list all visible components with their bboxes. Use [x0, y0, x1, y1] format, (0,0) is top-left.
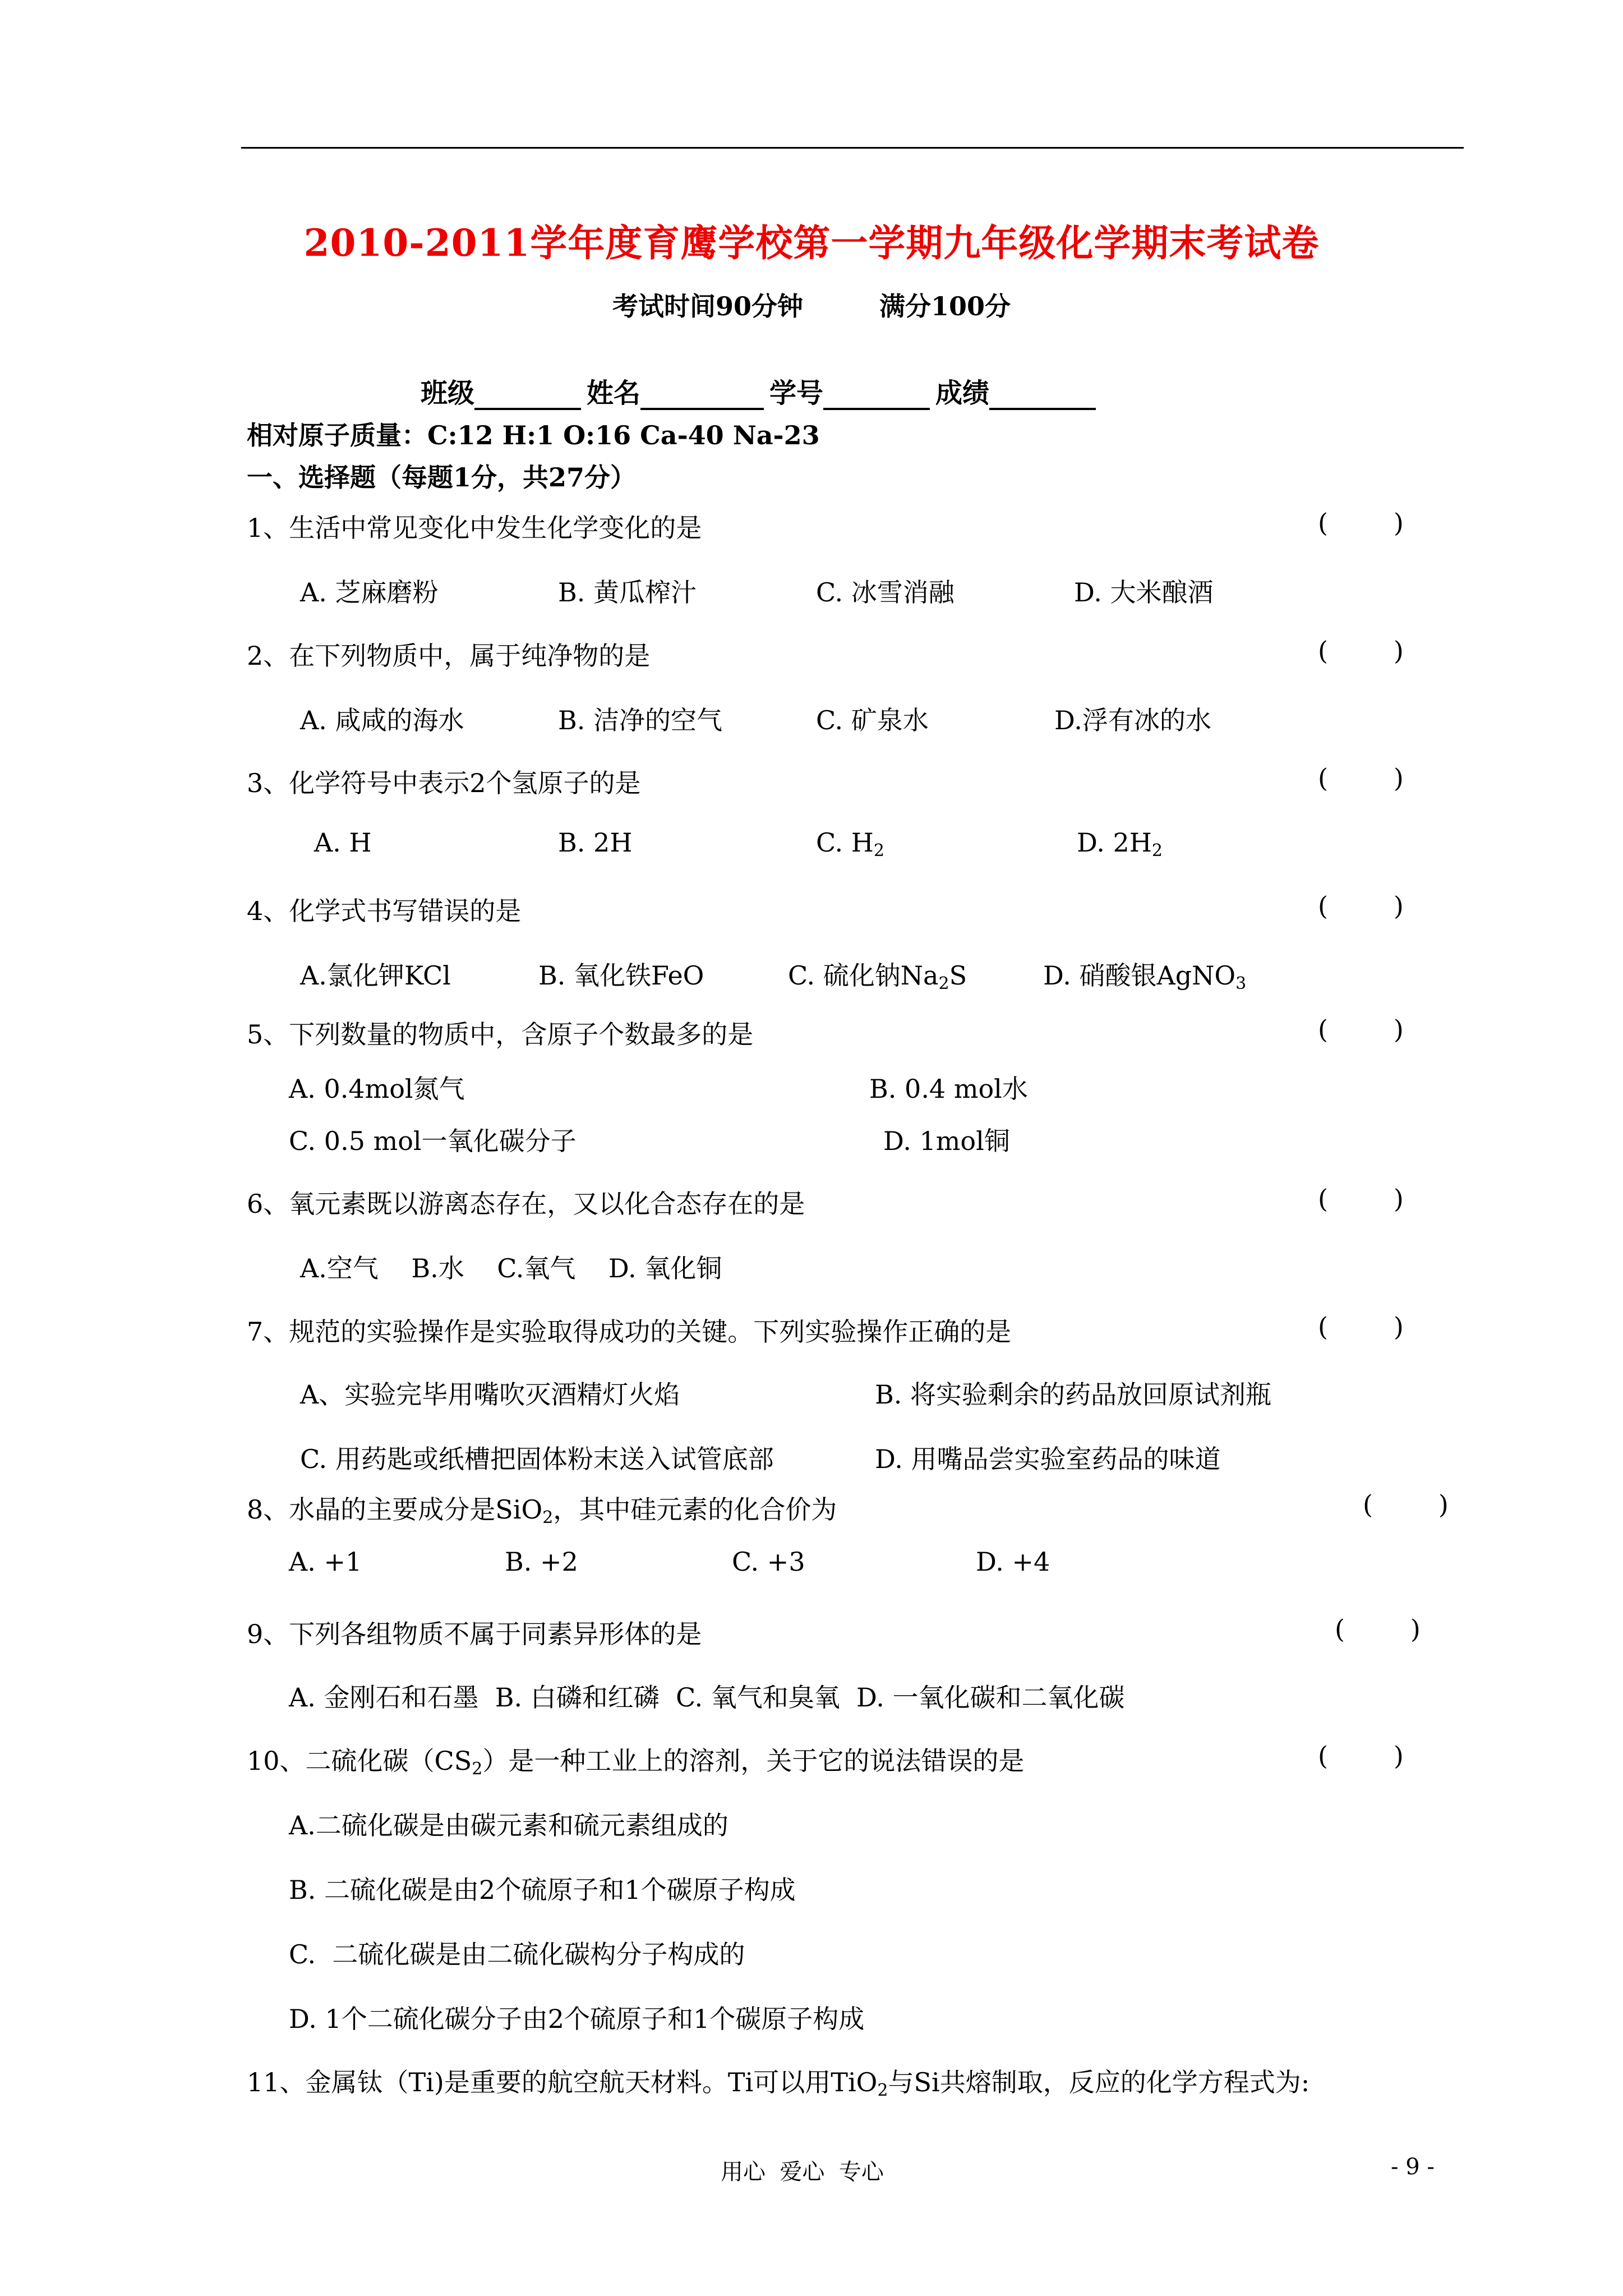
student-info-line: [421, 371, 1101, 410]
class-blank[interactable]: [474, 380, 581, 410]
q7-option-c: C. 用药匙或纸槽把固体粉末送入试管底部: [300, 1444, 774, 1474]
question-11-stem: 11、金属钛（Ti)是重要的航空航天材料。Ti可以用TiO$_2$与Si共熔制取，反应的化学方程式为:: [247, 2067, 1310, 2100]
q10-option-a: A.二硫化碳是由碳元素和硫元素组成的: [289, 1810, 728, 1841]
q3-option-b: B. 2H: [558, 827, 633, 858]
question-9-stem: 9、下列各组物质不属于同素异形体的是: [247, 1619, 702, 1649]
q3-option-a: A. H: [314, 827, 372, 858]
q9-options: A. 金刚石和石墨 B. 白磷和红磷 C. 氧气和臭氧 D. 一氧化碳和二氧化碳: [289, 1682, 1125, 1713]
page-number: - 9 -: [1391, 2154, 1435, 2180]
q3-option-c: C. $H_2$: [816, 827, 885, 861]
exam-subtitle: [0, 286, 1623, 323]
q5-option-d: D. 1mol铜: [883, 1126, 1010, 1156]
q8-option-b: B. +2: [505, 1547, 578, 1577]
section-1-heading: 一、选择题（每题1分，共27分）: [247, 462, 637, 493]
name-label: 姓名: [587, 378, 641, 409]
exam-score: 满分100分: [879, 291, 1011, 321]
exam-time: 考试时间90分钟: [612, 291, 803, 321]
header-rule: [241, 147, 1464, 149]
q1-option-d: D. 大米酿酒: [1074, 577, 1214, 608]
grade-blank[interactable]: [989, 380, 1096, 410]
q4-option-a: A.氯化钾KCl: [300, 960, 451, 991]
q1-option-c: C. 冰雪消融: [816, 577, 955, 608]
question-3-stem: 3、化学符号中表示2个氢原子的是: [247, 768, 641, 798]
answer-paren-6[interactable]: ( ): [1318, 1184, 1404, 1214]
answer-paren-4[interactable]: ( ): [1318, 891, 1404, 921]
exam-title: 2010-2011学年度育鹰学校第一学期九年级化学期末考试卷: [303, 221, 1320, 265]
q1-option-a: A. 芝麻磨粉: [300, 577, 439, 608]
answer-paren-8[interactable]: ( ): [1363, 1489, 1449, 1520]
grade-label: 成绩: [935, 378, 990, 409]
question-1-stem: 1、生活中常见变化中发生化学变化的是: [247, 513, 702, 543]
q8-option-d: D. +4: [976, 1547, 1050, 1577]
question-10-stem: 10、二硫化碳$(CS_2)$是一种工业上的溶剂，关于它的说法错误的是: [247, 1746, 1025, 1779]
q2-option-c: C. 矿泉水: [816, 705, 929, 735]
answer-paren-10[interactable]: ( ): [1318, 1741, 1404, 1771]
q4-option-b: B. 氧化铁FeO: [538, 960, 704, 991]
number-label: 学号: [769, 378, 824, 409]
answer-paren-5[interactable]: ( ): [1318, 1014, 1404, 1045]
q4-option-d: D. 硝酸银AgNO$_3$: [1043, 960, 1247, 993]
question-6-stem: 6、氧元素既以游离态存在，又以化合态存在的是: [247, 1189, 805, 1219]
answer-paren-9[interactable]: ( ): [1335, 1614, 1421, 1644]
question-5-stem: 5、下列数量的物质中，含原子个数最多的是: [247, 1019, 754, 1050]
q1-option-b: B. 黄瓜榨汁: [558, 577, 697, 608]
q8-option-c: C. +3: [732, 1547, 805, 1577]
q8-option-a: A. +1: [289, 1547, 362, 1577]
question-4-stem: 4、化学式书写错误的是: [247, 896, 522, 926]
q5-option-c: C. 0.5 mol一氧化碳分子: [289, 1126, 577, 1156]
question-2-stem: 2、在下列物质中，属于纯净物的是: [247, 641, 651, 671]
answer-paren-2[interactable]: ( ): [1318, 636, 1404, 666]
q5-option-b: B. 0.4 mol水: [869, 1074, 1028, 1104]
q10-option-d: D. 1个二硫化碳分子由2个硫原子和1个碳原子构成: [289, 2004, 865, 2034]
q2-option-d: D.浮有冰的水: [1054, 705, 1211, 735]
q4-option-c: C. 硫化钠$Na_2S$: [788, 960, 967, 993]
question-8-stem: 8、水晶的主要成分是SiO$_2$，其中硅元素的化合价为: [247, 1494, 837, 1527]
question-7-stem: 7、规范的实验操作是实验取得成功的关键。下列实验操作正确的是: [247, 1317, 1012, 1347]
footer-motto: 用心 爱心 专心: [721, 2159, 884, 2185]
q7-option-d: D. 用嘴品尝实验室药品的味道: [875, 1444, 1221, 1474]
class-label: 班级: [421, 378, 475, 409]
answer-paren-7[interactable]: ( ): [1318, 1312, 1404, 1342]
q6-options: A.空气 B.水 C.氧气 D. 氧化铜: [300, 1253, 722, 1283]
atomic-mass-line: 相对原子质量：C:12 H:1 O:16 Ca-40 Na-23: [247, 420, 820, 450]
q10-option-b: B. 二硫化碳是由2个硫原子和1个碳原子构成: [289, 1875, 796, 1905]
q3-option-d: D. $2H_2$: [1077, 827, 1163, 861]
q2-option-b: B. 洁净的空气: [558, 705, 723, 735]
q7-option-a: A、实验完毕用嘴吹灭酒精灯火焰: [300, 1379, 680, 1410]
q10-option-c: C. 二硫化碳是由二硫化碳构分子构成的: [289, 1939, 745, 1970]
q5-option-a: A. 0.4mol氮气: [289, 1074, 465, 1104]
q7-option-b: B. 将实验剩余的药品放回原试剂瓶: [875, 1379, 1272, 1410]
answer-paren-1[interactable]: ( ): [1318, 508, 1404, 538]
name-blank[interactable]: [640, 380, 764, 410]
q2-option-a: A. 咸咸的海水: [300, 705, 464, 735]
answer-paren-3[interactable]: ( ): [1318, 763, 1404, 793]
number-blank[interactable]: [823, 380, 930, 410]
